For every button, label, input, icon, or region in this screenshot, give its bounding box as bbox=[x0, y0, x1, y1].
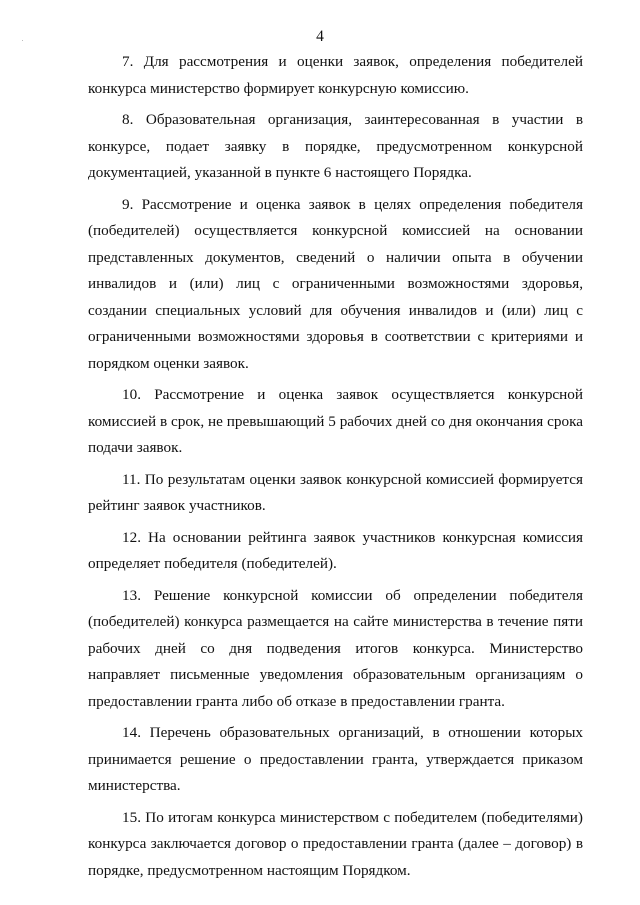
paragraph-13: 13. Решение конкурсной комиссии об определении победителя (победителей) конкурса размещается на сайте министерства в течение пяти рабочих дней со дня подведения итогов конкурса. Министерство направляет письменные уведомления образовательным организациям о предоставлении гранта либо об отказе в предоставлении гранта. bbox=[88, 586, 583, 710]
paragraph-15: 15. По итогам конкурса министерством с победителем (победителями) конкурса заключается договор о предоставлении гранта (далее – договор) в порядке, предусмотренном настоящим Порядком. bbox=[88, 808, 583, 879]
paragraph-7: 7. Для рассмотрения и оценки заявок, определения победителей конкурса министерство формирует конкурсную комиссию. bbox=[88, 53, 583, 97]
paragraph-11: 11. По результатам оценки заявок конкурсной комиссией формируется рейтинг заявок участников. bbox=[88, 470, 583, 514]
document-body bbox=[88, 49, 583, 889]
paragraph-8: 8. Образовательная организация, заинтересованная в участии в конкурсе, подает заявку в порядке, предусмотренном конкурсной документацией, указанной в пункте 6 настоящего Порядка. bbox=[88, 111, 583, 181]
page-number: 4 bbox=[316, 28, 324, 45]
paragraph-10: 10. Рассмотрение и оценка заявок осуществляется конкурсной комиссией в срок, не превышающий 5 рабочих дней со дня окончания срока подачи заявок. bbox=[88, 386, 583, 456]
paragraph-12: 12. На основании рейтинга заявок участников конкурсная комиссия определяет победителя (победителей). bbox=[88, 528, 583, 572]
paragraph-9: 9. Рассмотрение и оценка заявок в целях определения победителя (победителей) осуществляется конкурсной комиссией на основании представленных документов, сведений о наличии опыта в обучении инвалидов и (или) лиц с ограниченными возможностями здоровья, создании специальных условий для обучения инвалидов и (или) лиц с ограниченными возможностями здоровья в соответствии с критериями и порядком оценки заявок. bbox=[88, 195, 583, 372]
paragraph-14: 14. Перечень образовательных организаций, в отношении которых принимается решение о предоставлении гранта, утверждается приказом министерства. bbox=[88, 724, 583, 794]
